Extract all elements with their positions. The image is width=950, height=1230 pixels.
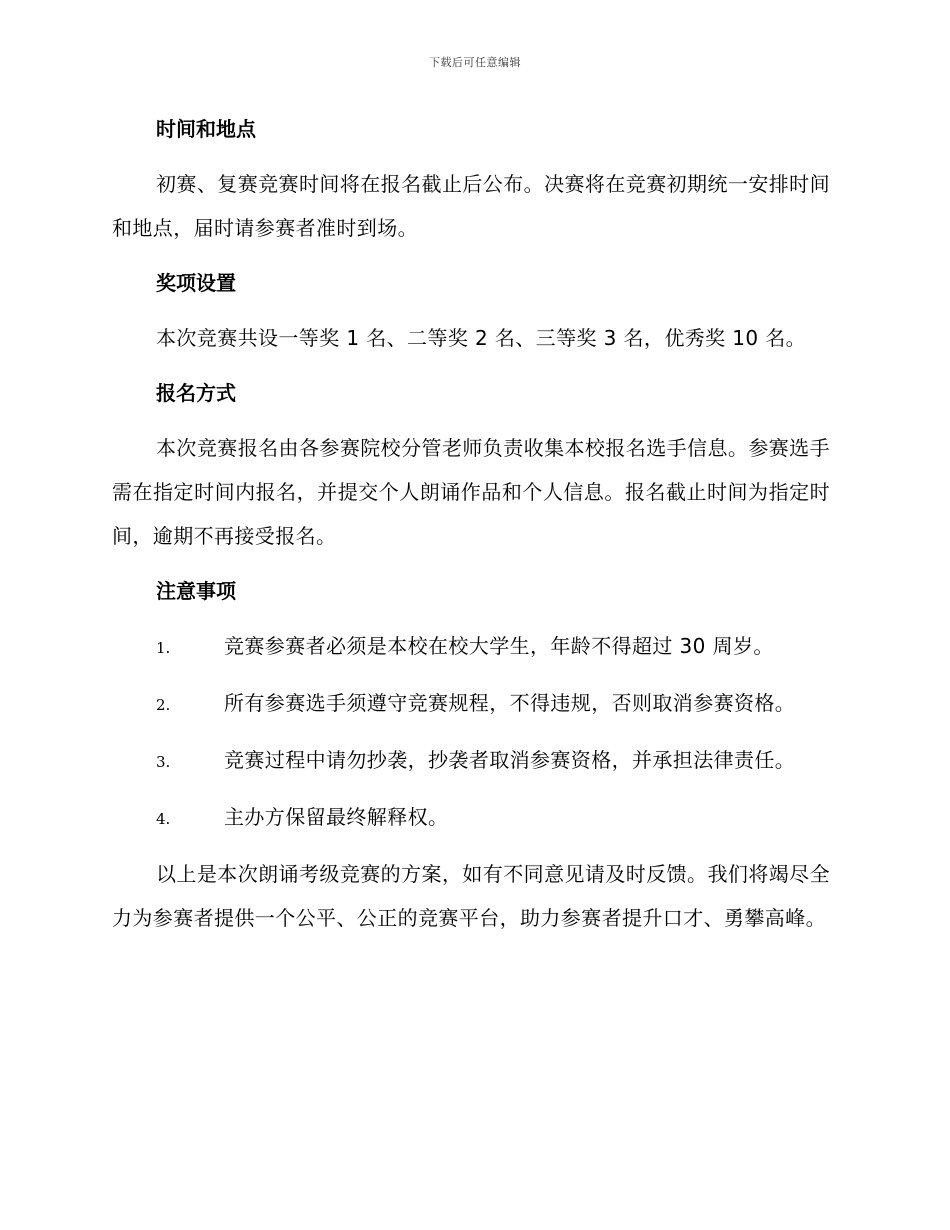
section-heading-awards: 奖项设置 — [156, 271, 236, 295]
section-heading-registration: 报名方式 — [156, 381, 236, 405]
list-item-text: 竞赛参赛者必须是本校在校大学生，年龄不得超过 30 周岁。 — [224, 634, 774, 658]
list-item-text: 所有参赛选手须遵守竞赛规程，不得违规，否则取消参赛资格。 — [224, 691, 796, 715]
header-note: 下载后可任意编辑 — [429, 56, 521, 69]
section-body-registration: 本次竞赛报名由各参赛院校分管老师负责收集本校报名选手信息。参赛选手需在指定时间内报名，并提交个人朗诵作品和个人信息。报名截止时间为指定时间，逾期不再接受报名。 — [112, 436, 830, 548]
notes-list — [112, 624, 830, 852]
section-body-time-place: 初赛、复赛竞赛时间将在报名截止后公布。决赛将在竞赛初期统一安排时间和地点，届时请参赛者准时到场。 — [112, 172, 830, 240]
section-body-awards: 本次竞赛共设一等奖 1 名、二等奖 2 名、三等奖 3 名，优秀奖 10 名。 — [156, 326, 807, 350]
list-item-text: 主办方保留最终解释权。 — [224, 805, 449, 829]
list-item-number: 2. — [156, 696, 171, 714]
section-heading-notes: 注意事项 — [156, 579, 236, 603]
closing-paragraph: 以上是本次朗诵考级竞赛的方案，如有不同意见请及时反馈。我们将竭尽全力为参赛者提供一个公平、公正的竞赛平台，助力参赛者提升口才、勇攀高峰。 — [112, 862, 830, 930]
list-item-text: 竞赛过程中请勿抄袭，抄袭者取消参赛资格，并承担法律责任。 — [224, 748, 796, 772]
document-body — [112, 110, 830, 940]
list-item — [112, 681, 830, 738]
list-item — [112, 624, 830, 681]
section-heading-time-place: 时间和地点 — [156, 117, 256, 141]
list-item — [112, 738, 830, 795]
list-item-number: 4. — [156, 810, 171, 828]
list-item-number: 1. — [156, 639, 171, 657]
list-item-number: 3. — [156, 753, 171, 771]
list-item — [112, 795, 830, 852]
